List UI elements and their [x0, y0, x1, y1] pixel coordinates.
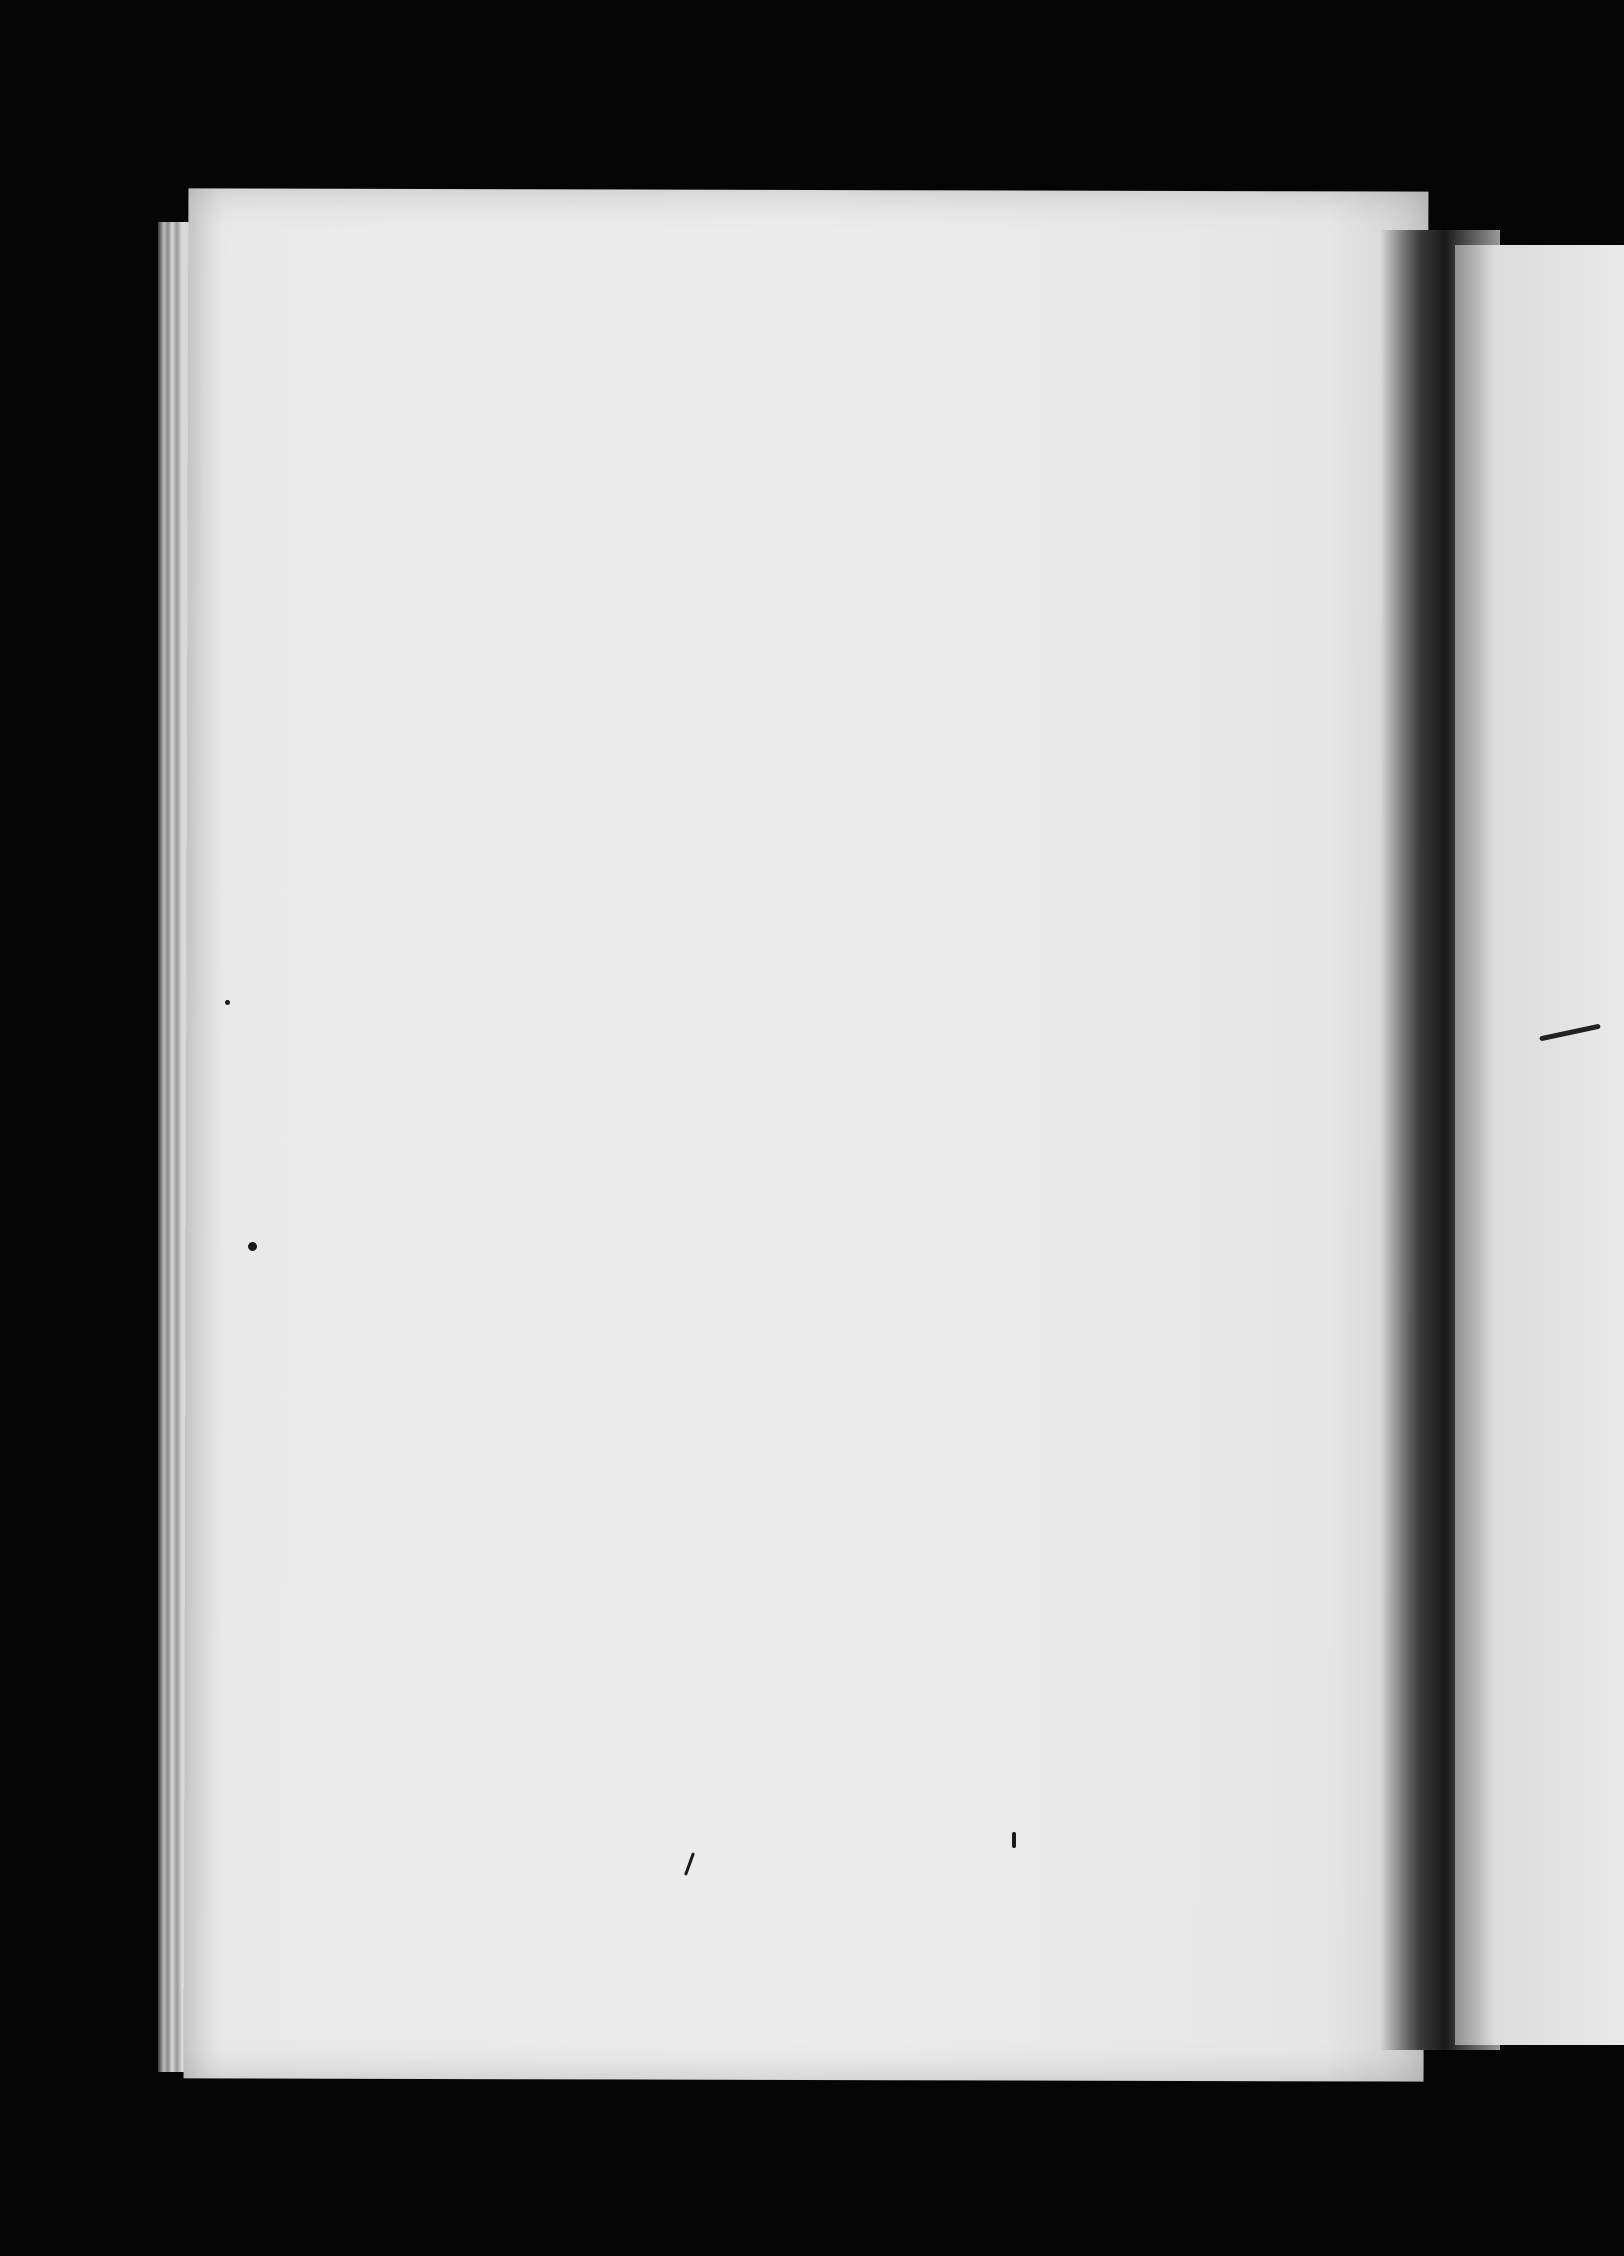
- ink-mark: [1012, 1832, 1016, 1848]
- separator-dash: [1539, 1024, 1601, 1042]
- ink-speck: [248, 1242, 257, 1251]
- left-page: [184, 188, 1429, 2081]
- right-page: [1455, 245, 1624, 2045]
- ink-speck: [225, 1000, 230, 1005]
